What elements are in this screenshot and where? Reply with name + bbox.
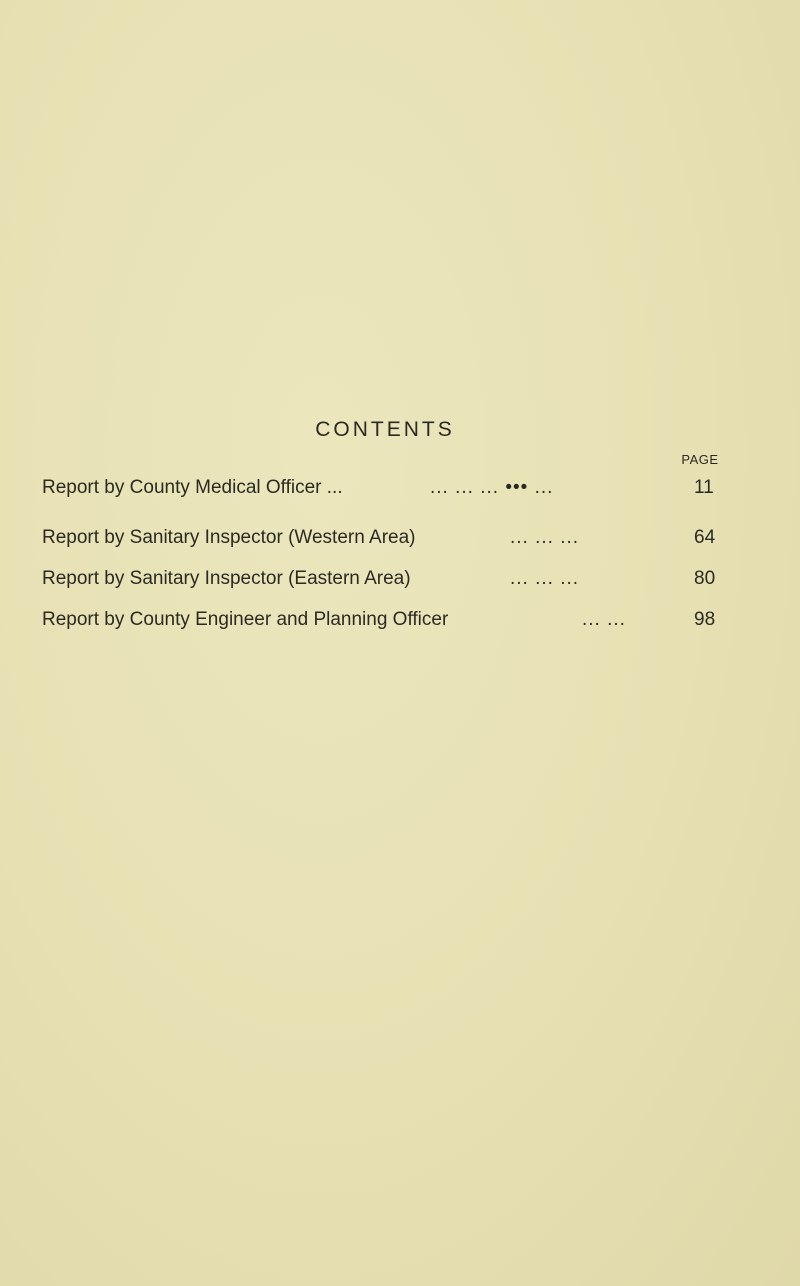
toc-entry-title: Report by Sanitary Inspector (Western Area) xyxy=(42,527,416,548)
toc-entry-page: 98 xyxy=(694,609,716,630)
toc-entry-leaders: ... ... xyxy=(582,609,626,630)
toc-entry-title: Report by County Medical Officer ... xyxy=(42,477,343,498)
toc-entry xyxy=(42,477,714,503)
toc-entry xyxy=(42,527,716,553)
toc-entry-page: 64 xyxy=(694,527,716,548)
toc-entry-leaders: ... ... ... ••• ... xyxy=(430,477,554,498)
toc-entry-title: Report by Sanitary Inspector (Eastern Area) xyxy=(42,568,411,589)
toc-entry-page: 80 xyxy=(694,568,716,589)
toc-entry-leaders: ... ... ... xyxy=(510,527,580,548)
toc-entry xyxy=(42,609,716,635)
toc-entry xyxy=(42,568,716,594)
contents-title: CONTENTS xyxy=(315,418,455,441)
toc-entry-title: Report by County Engineer and Planning Officer xyxy=(42,609,449,630)
toc-entry-leaders: ... ... ... xyxy=(510,568,580,589)
toc-entry-page: 11 xyxy=(694,477,714,498)
page-column-heading: PAGE xyxy=(681,452,719,467)
